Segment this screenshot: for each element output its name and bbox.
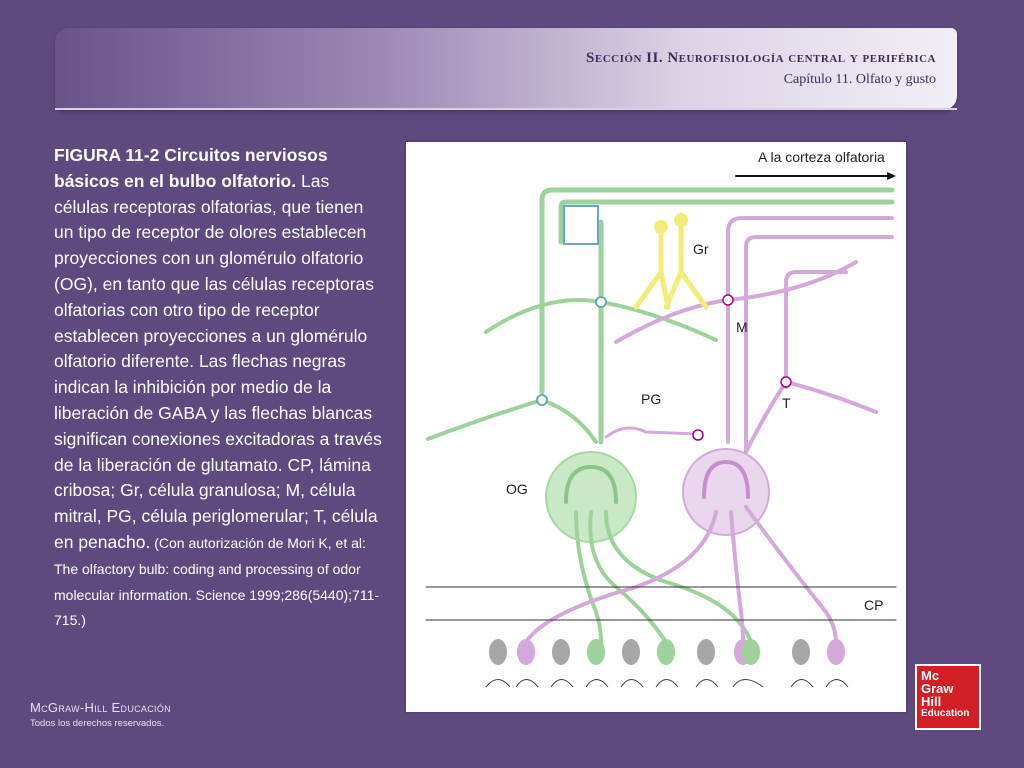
caption-title: FIGURA 11-2 Circuitos nerviosos básicos en el bulbo olfatorio. [54,145,328,191]
publisher-name: McGraw-Hill Educación [30,700,171,715]
logo-line-2: Graw [921,681,954,696]
purple-axon-second [746,237,892,452]
blue-loop [564,206,598,244]
label-cp: CP [864,597,884,613]
section-title: Sección II. Neurofisiología central y periférica [586,50,936,66]
granule-cell-left [636,227,668,307]
header-divider [55,108,957,110]
label-m: M [736,319,748,335]
label-pg: PG [641,391,662,407]
label-og: OG [506,481,528,497]
receptor-cell-gray [489,639,507,665]
rights-notice: Todos los derechos reservados. [30,718,165,729]
green-tufted-soma [537,395,547,405]
granule-soma-left [654,220,668,234]
receptor-cell-green [742,639,760,665]
chapter-title: Capítulo 11. Olfato y gusto [783,72,936,87]
receptor-cells [486,639,848,687]
receptor-cell-gray [622,639,640,665]
purple-tufted-dendrite [746,382,876,452]
pg-soma [693,430,703,440]
purple-mitral-soma [723,295,733,305]
label-gr: Gr [693,241,709,257]
granule-cell-right [666,227,706,307]
mcgraw-hill-logo [915,664,981,730]
purple-receptor-axon-3 [746,507,836,642]
caption-citation: (Con autorización de Mori K, et al: The olfactory bulb: coding and processing of odor molecular information. Science 1999;286(5440);711-715.) [54,534,380,629]
logo-line-4: Education [921,708,970,719]
purple-tufted-soma [781,377,791,387]
receptor-cell-purple [827,639,845,665]
cortex-arrowhead-icon [887,172,896,180]
receptor-cell-gray [552,639,570,665]
caption-body: Las células receptoras olfatorias, que tienen un tipo de receptor de olores establecen proyecciones con un glomérulo olfatorio (OG), en tanto que las células receptoras olfatorias con otro tipo de receptor establecen proyecciones a un glomérulo olfatorio diferente. Las flechas negras indican la inhibición por medio de la liberación de GABA y las flechas blancas significan conexiones excitadoras a través de la liberación de glutamato. CP, lámina cribosa; Gr, célula granulosa; M, célula mitral, PG, célula periglomerular; T, célula en penacho. [54,170,382,552]
receptor-cell-green [587,639,605,665]
receptor-cilia [486,680,848,688]
header-banner [55,28,957,110]
receptor-cell-green [657,639,675,665]
green-mitral-soma [596,297,606,307]
label-t: T [782,395,791,411]
green-tufted-dendrite [428,400,596,442]
cortex-arrow-label: A la corteza olfatoria [758,149,885,165]
logo-line-3: Hill [921,694,942,709]
olfactory-bulb-diagram [406,142,906,712]
receptor-cell-gray [697,639,715,665]
receptor-cell-purple [517,639,535,665]
receptor-cell-gray [792,639,810,665]
granule-soma-right [674,213,688,227]
figure-caption [54,143,386,633]
green-axon-top [542,190,892,392]
olfactory-bulb-figure [406,142,906,712]
pg-process [606,428,698,437]
logo-line-1: Mc [921,668,940,683]
